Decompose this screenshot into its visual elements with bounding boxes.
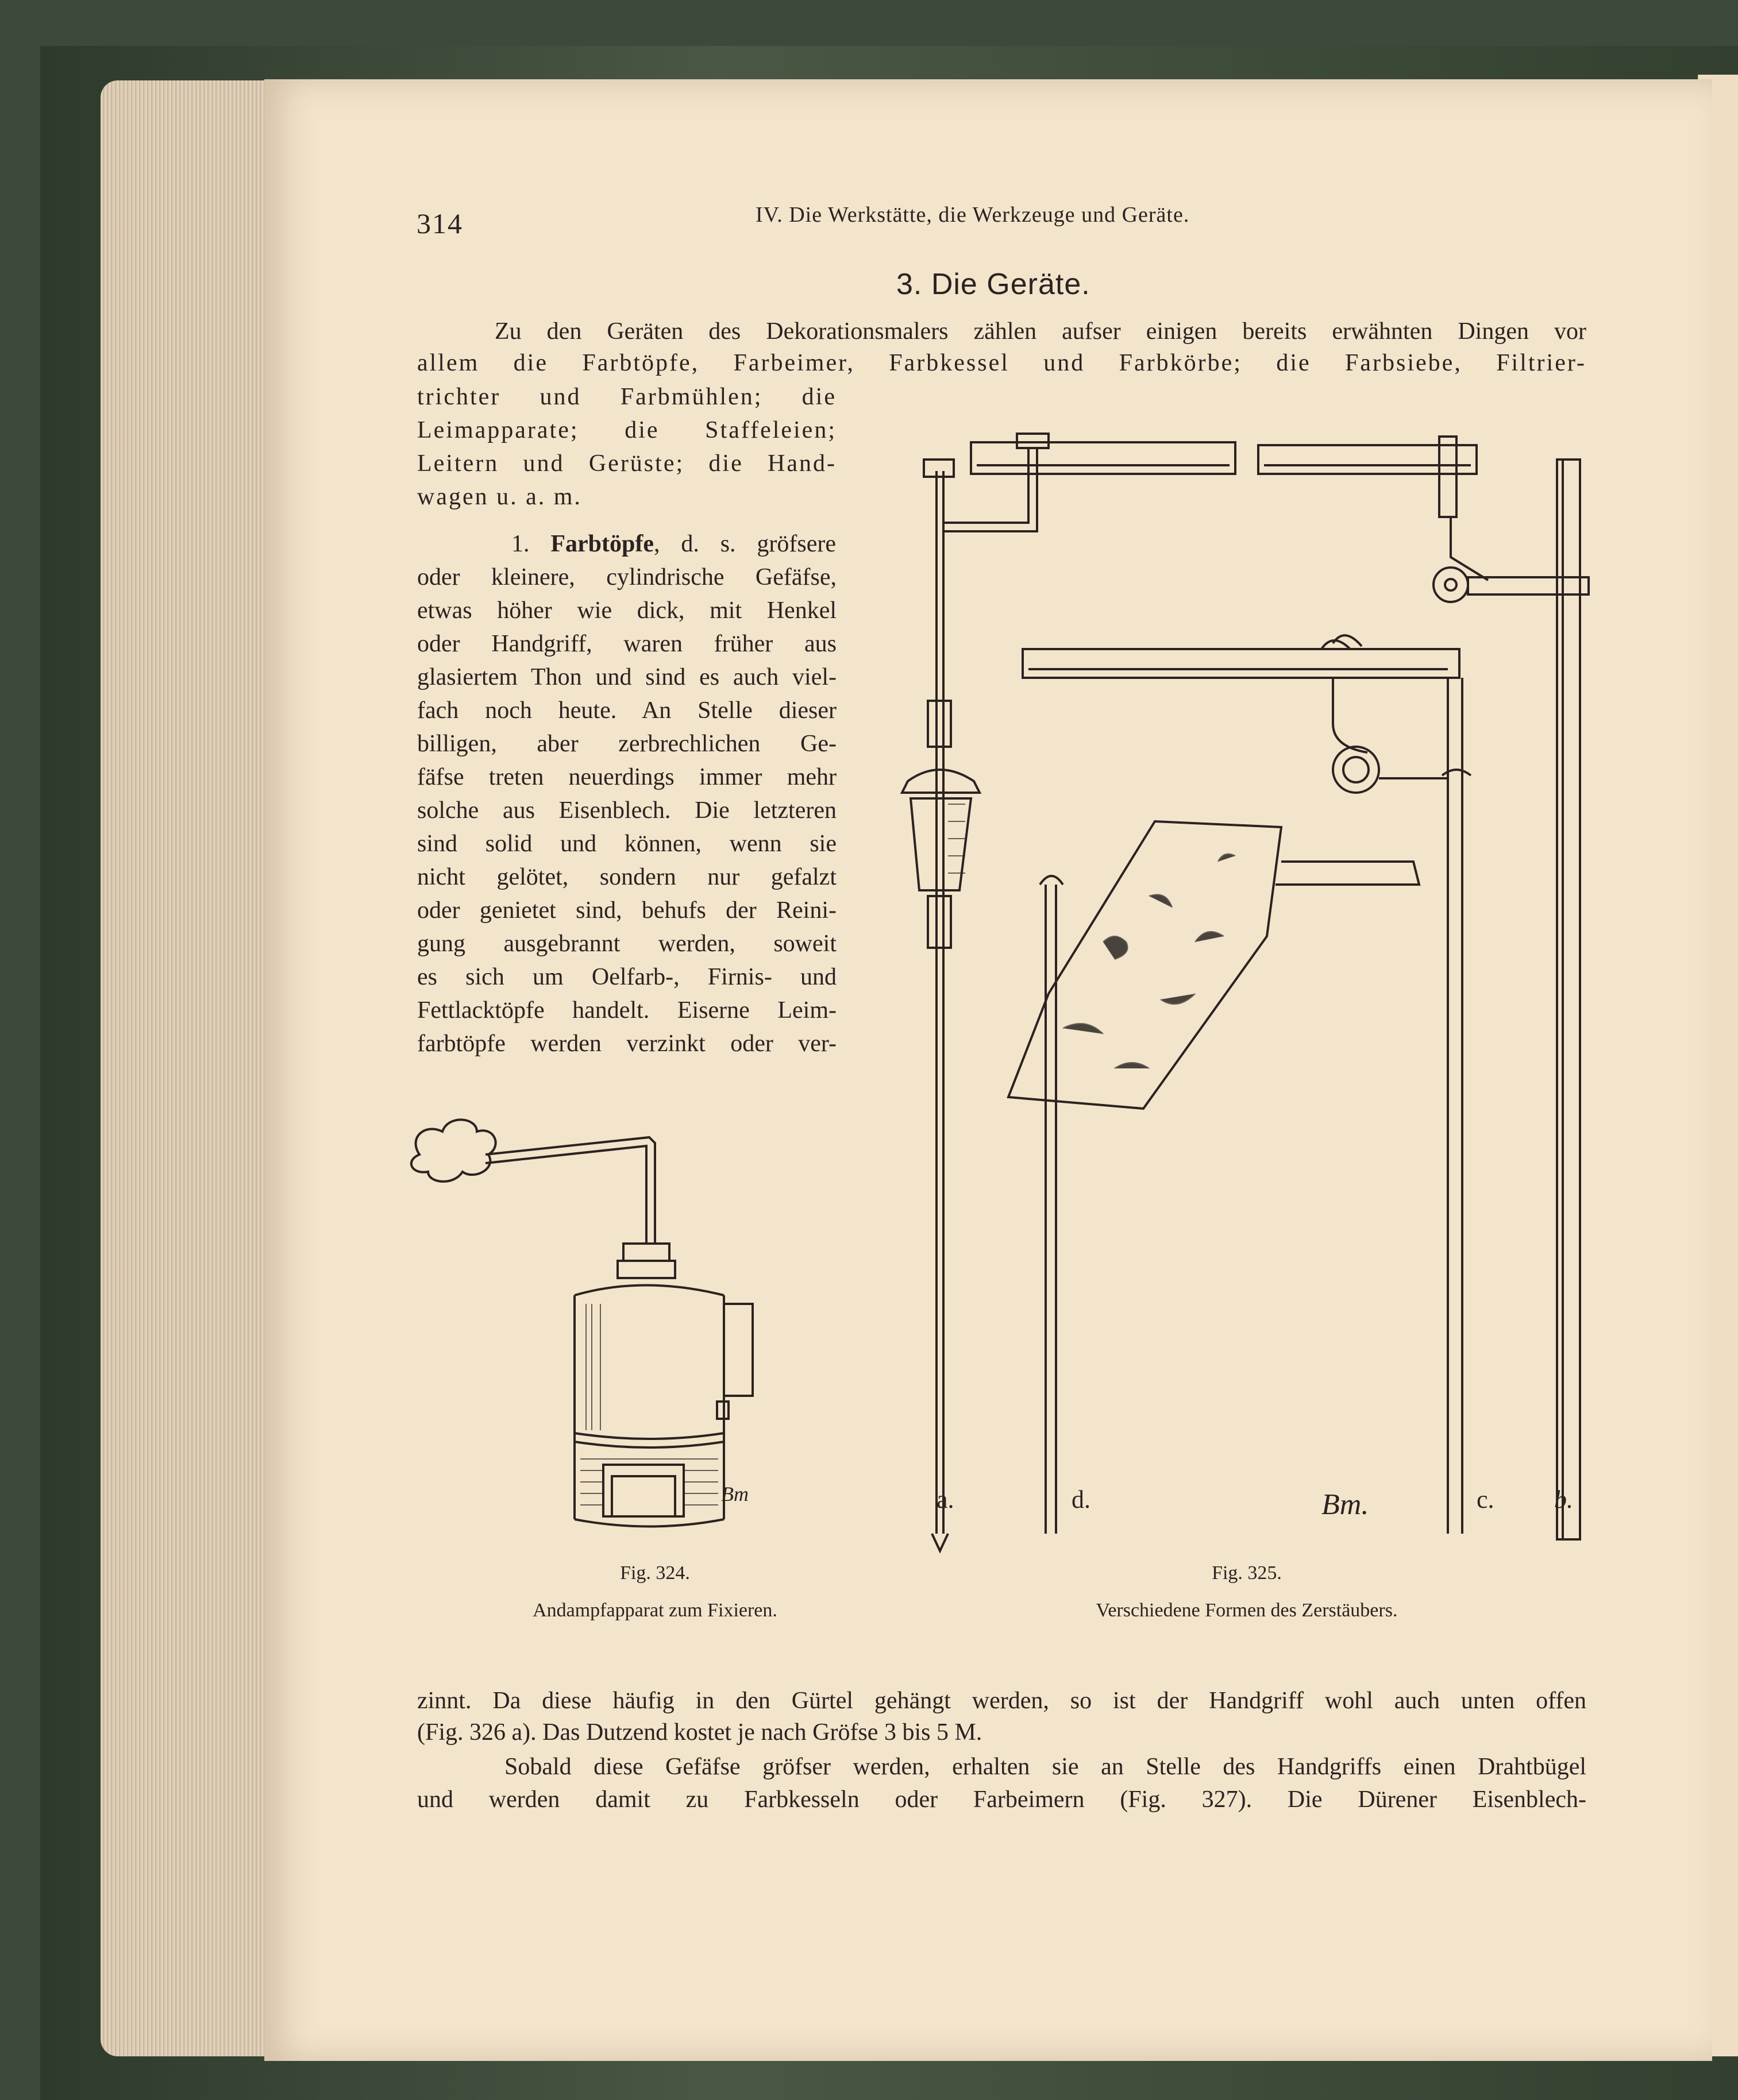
para1-number: 1.	[511, 531, 530, 557]
fig-324-number: Fig. 324.	[620, 1562, 690, 1584]
para1-line-11: nicht gelötet, sondern nur gefalzt	[417, 864, 837, 890]
para1-line-3: etwas höher wie dick, mit Henkel	[417, 597, 837, 624]
running-head: IV. Die Werkstätte, die Werkzeuge und Geräte.	[756, 203, 1190, 227]
continuation-line-4: und werden damit zu Farbkesseln oder Farbeimern (Fig. 327). Die Dürener Eisenblech-	[417, 1786, 1586, 1813]
para1-line-7: billigen, aber zerbrechlichen Ge-	[417, 731, 837, 757]
para1-line-12: oder genietet sind, behufs der Reini-	[417, 897, 837, 924]
section-heading: 3. Die Geräte.	[896, 268, 1090, 301]
para1-line-9: solche aus Eisenblech. Die letzteren	[417, 797, 837, 824]
fig-325-label-a: a.	[937, 1485, 954, 1514]
para1-line-8: fäfse treten neuerdings immer mehr	[417, 764, 837, 790]
fig-325-signature: Bm.	[1321, 1488, 1369, 1521]
para1-line-6: fach noch heute. An Stelle dieser	[417, 697, 837, 724]
intro-line-3: trichter und Farbmühlen; die	[417, 384, 837, 410]
continuation-line-1: zinnt. Da diese häufig in den Gürtel gehängt werden, so ist der Handgriff wohl auch unten offen	[417, 1688, 1586, 1714]
fig-324-signature: Bm	[721, 1483, 749, 1505]
para1-line-5: glasiertem Thon und sind es auch viel-	[417, 664, 837, 690]
para1-line-4: oder Handgriff, waren früher aus	[417, 631, 837, 657]
para1-line-14: es sich um Oelfarb-, Firnis- und	[417, 964, 837, 990]
intro-line-1: Zu den Geräten des Dekorationsmalers zählen aufser einigen bereits erwähnten Dingen vor	[495, 318, 1586, 345]
para1-line-1-rest: , d. s. gröfsere	[654, 531, 836, 557]
continuation-line-2: (Fig. 326 a). Das Dutzend kostet je nach Gröfse 3 bis 5 M.	[417, 1719, 982, 1746]
para1-line-16: farbtöpfe werden verzinkt oder ver-	[417, 1030, 837, 1057]
fig-325-number: Fig. 325.	[1212, 1562, 1282, 1584]
continuation-line-3: Sobald diese Gefäfse gröfser werden, erhalten sie an Stelle des Handgriffs einen Drahtbügel	[504, 1754, 1586, 1780]
intro-line-4: Leimapparate; die Staffeleien;	[417, 417, 837, 443]
fig-325-label-d: d.	[1072, 1485, 1090, 1514]
fig-324-caption: Andampfapparat zum Fixieren.	[533, 1600, 777, 1621]
intro-line-6: wagen u. a. m.	[417, 484, 582, 510]
intro-line-5: Leitern und Gerüste; die Hand-	[417, 450, 837, 477]
para1-line-1	[511, 532, 836, 556]
para1-line-2: oder kleinere, cylindrische Gefäfse,	[417, 564, 837, 590]
para1-line-13: gung ausgebrannt werden, soweit	[417, 931, 837, 957]
page-stack-edge	[101, 80, 273, 2056]
para1-line-10: sind solid und können, wenn sie	[417, 831, 837, 857]
fig-325-label-b: b.	[1554, 1485, 1573, 1514]
intro-line-2: allem die Farbtöpfe, Farbeimer, Farbkessel und Farbkörbe; die Farbsiebe, Filtrier-	[417, 350, 1586, 376]
fig-325-label-c: c.	[1477, 1485, 1494, 1514]
fig-325-illustration	[873, 425, 1620, 1551]
page-number: 314	[417, 207, 463, 240]
para1-bold-term: Farbtöpfe	[550, 531, 654, 557]
fig-325-caption: Verschiedene Formen des Zerstäubers.	[1096, 1600, 1398, 1621]
para1-line-15: Fettlacktöpfe handelt. Eiserne Leim-	[417, 997, 837, 1024]
